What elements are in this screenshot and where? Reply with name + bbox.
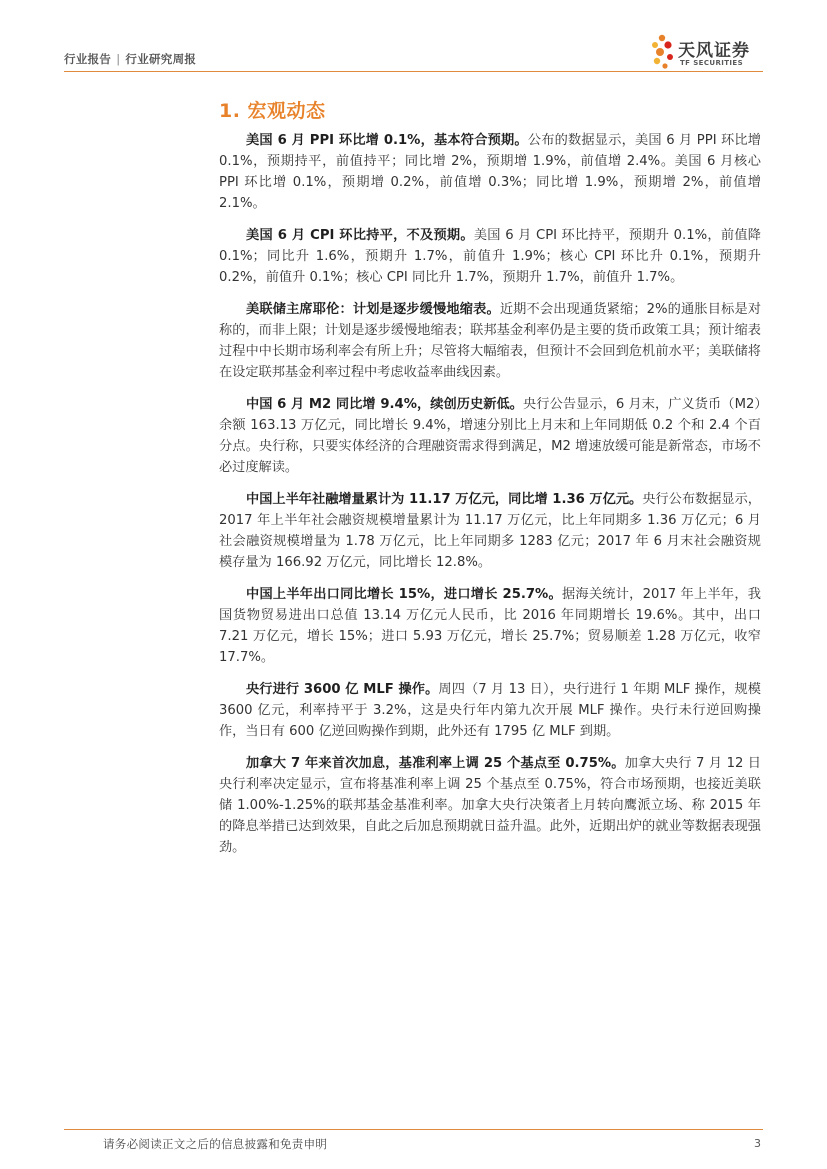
paragraph-lead: 中国 6 月 M2 同比增 9.4%，续创历史新低。 — [246, 397, 524, 412]
logo-wordmark-en: TF SECURITIES — [680, 59, 744, 67]
paragraph-us-ppi — [219, 130, 761, 214]
paragraph-body: 央行公告显示，6 月末，广义货币（M2）余额 163.13 万亿元，同比增长 9.4%，增速分别比上月末和上年同期低 0.2 个和 2.4 个百分点。央行称，只要实体经济的合理融资需求得到满足，M2 增速放缓可能是新常态，市场不必过度解读。 — [219, 397, 761, 475]
paragraph-lead: 美国 6 月 PPI 环比增 0.1%，基本符合预期。 — [246, 133, 528, 148]
paragraph-china-trade — [219, 584, 761, 668]
paragraph-body: 美国 6 月 CPI 环比持平，预期升 0.1%，前值降 0.1%；同比升 1.6%，预期升 1.7%，前值升 1.9%；核心 CPI 环比升 0.1%，预期升 0.2%，前值升 0.1%；核心 CPI 同比升 1.7%，预期升 1.7%，前值升 1.7%。 — [219, 228, 761, 285]
paragraph-body: 据海关统计，2017 年上半年，我国货物贸易进出口总值 13.14 万亿元人民币，比 2016 年同期增长 19.6%。其中，出口 7.21 万亿元，增长 15%；进口 5.93 万亿元，增长 25.7%；贸易顺差 1.28 万亿元，收窄 17.7%。 — [219, 587, 761, 665]
footer-divider — [64, 1129, 763, 1130]
logo-wordmark-cn: 天风证券 — [678, 41, 750, 61]
paragraph-canada-rate-hike — [219, 753, 761, 858]
paragraph-body: 近期不会出现通货紧缩；2%的通胀目标是对称的，而非上限；计划是逐步缓慢地缩表；联邦基金利率仍是主要的货币政策工具；预计缩表过程中中长期市场利率会有所上升；尽管将大幅缩表，但预计不会回到危机前水平；美联储将在设定联邦基金利率过程中考虑收益率曲线因素。 — [219, 302, 762, 380]
paragraph-body: 周四（7 月 13 日），央行进行 1 年期 MLF 操作，规模 3600 亿元，利率持平于 3.2%，这是央行年内第九次开展 MLF 操作。央行未行逆回购操作，当日有 600 亿逆回购操作到期，此外还有 1795 亿 MLF 到期。 — [219, 682, 761, 739]
header-divider — [64, 71, 763, 72]
breadcrumb-report-name: 行业研究周报 — [125, 52, 197, 66]
paragraph-body: 公布的数据显示，美国 6 月 PPI 环比增 0.1%，预期持平，前值持平；同比增 2%，预期增 1.9%，前值增 2.4%。美国 6 月核心 PPI 环比增 0.1%，预期增 0.2%，前值增 0.3%；同比增 1.9%，预期增 2%，前值增 2.1%。 — [219, 133, 761, 211]
paragraph-china-tsf — [219, 489, 761, 573]
article-body — [219, 130, 761, 869]
paragraph-body: 央行公布数据显示，2017 年上半年社会融资规模增量累计为 11.17 万亿元，比上年同期多 1.36 万亿元；6 月社会融资规模增量为 1.78 万亿元，比上年同期多 1283 亿元；2017 年 6 月末社会融资规模存量为 166.92 万亿元，同比增长 12.8%。 — [219, 492, 761, 570]
page-number: 3 — [754, 1137, 761, 1150]
footer-disclaimer: 请务必阅读正文之后的信息披露和免责申明 — [103, 1137, 328, 1151]
breadcrumb-report-type: 行业报告 — [64, 52, 112, 66]
paragraph-lead: 中国上半年出口同比增长 15%，进口增长 25.7%。 — [246, 587, 562, 602]
paragraph-body: 加拿大央行 7 月 12 日央行利率决定显示，宣布将基准利率上调 25 个基点至 0.75%，符合市场预期，也接近美联储 1.00%-1.25%的联邦基金基准利率。加拿大央行决策者上月转向鹰派立场、称 2015 年的降息举措已达到效果，自此之后加息预期就日益升温。此外，近期出炉的就业等数据表现强劲。 — [219, 756, 761, 855]
paragraph-lead: 美联储主席耶伦：计划是逐步缓慢地缩表。 — [246, 302, 500, 317]
paragraph-us-cpi — [219, 225, 761, 288]
paragraph-lead: 美国 6 月 CPI 环比持平，不及预期。 — [246, 228, 474, 243]
breadcrumb-separator: | — [116, 52, 121, 66]
paragraph-lead: 中国上半年社融增量累计为 11.17 万亿元，同比增 1.36 万亿元。 — [246, 492, 643, 507]
paragraph-fed-yellen — [219, 299, 761, 383]
paragraph-lead: 加拿大 7 年来首次加息，基准利率上调 25 个基点至 0.75%。 — [246, 756, 625, 771]
section-title: 1. 宏观动态 — [219, 100, 326, 122]
paragraph-china-m2 — [219, 394, 761, 478]
paragraph-pboc-mlf — [219, 679, 761, 742]
breadcrumb — [64, 51, 196, 67]
paragraph-lead: 央行进行 3600 亿 MLF 操作。 — [246, 682, 439, 697]
